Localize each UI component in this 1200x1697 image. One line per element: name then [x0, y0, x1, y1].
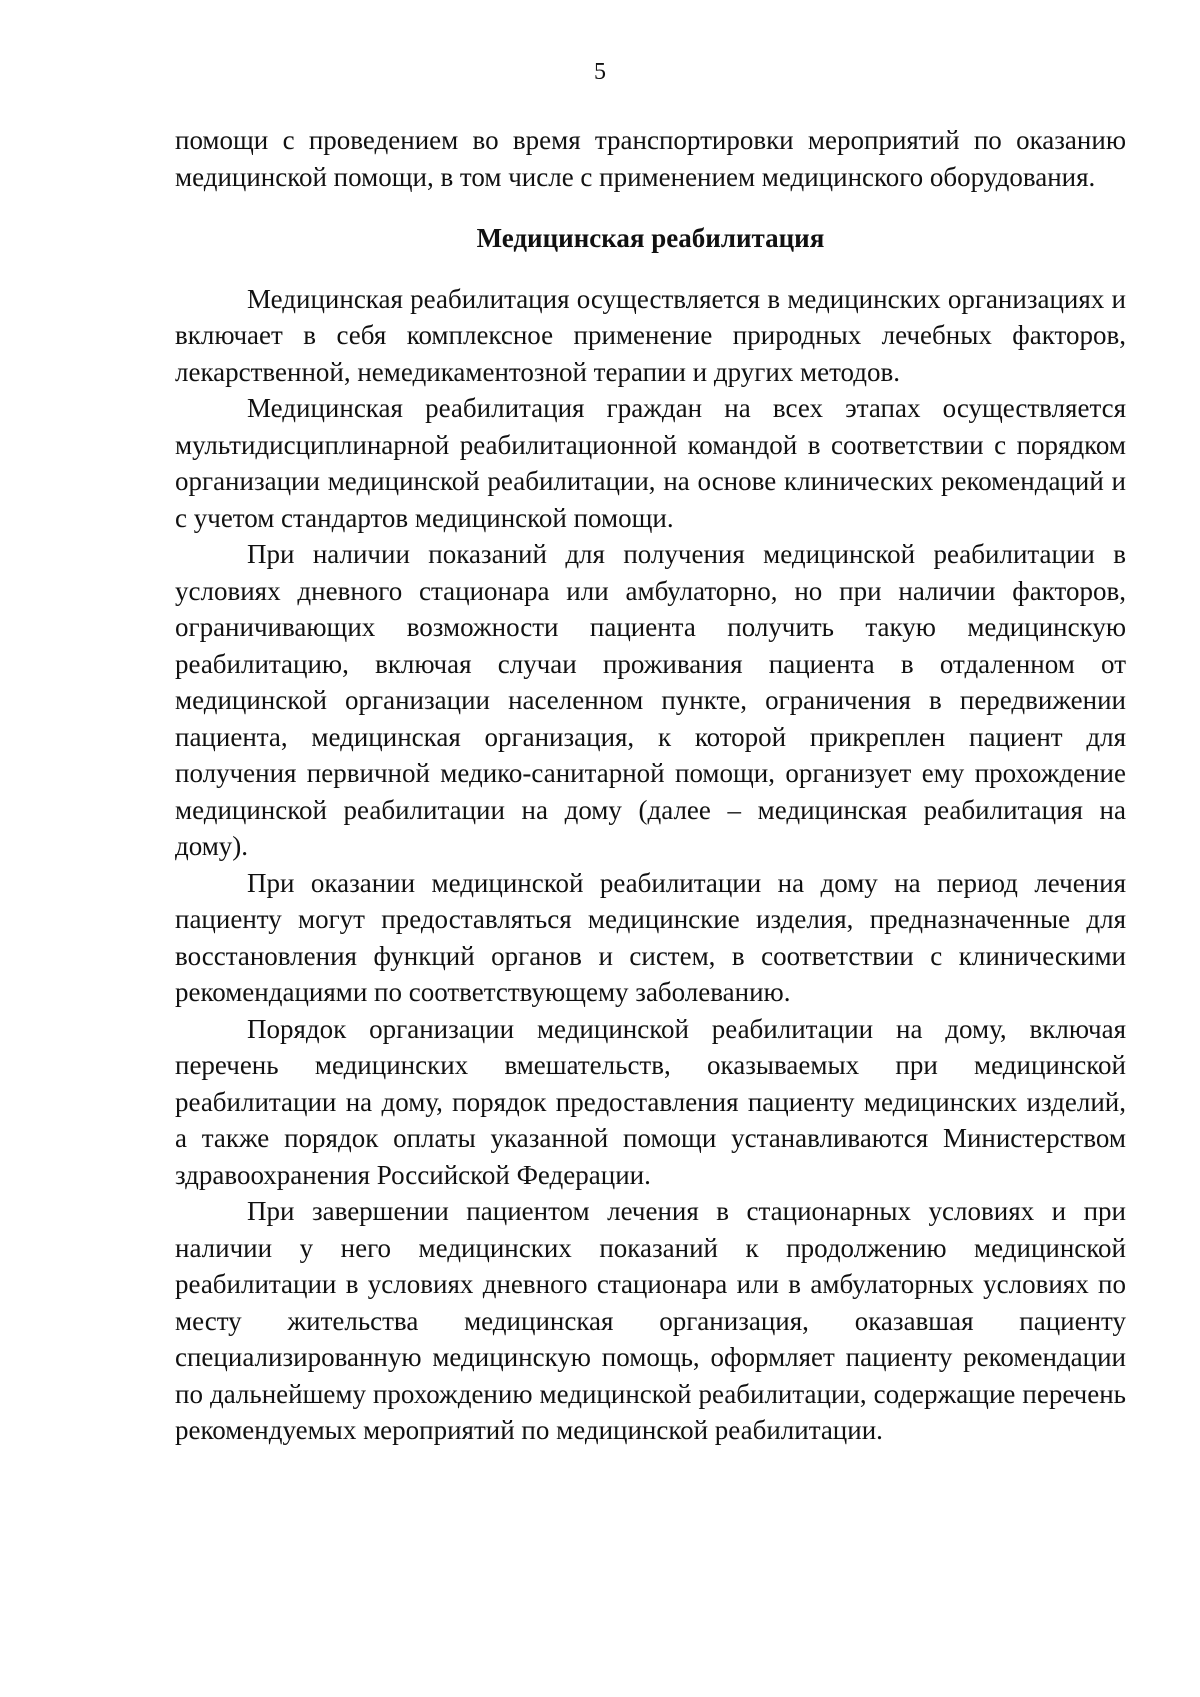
paragraph-3: При наличии показаний для получения медицинской реабилитации в условиях дневного стационара или амбулаторно, но при наличии факторов, ограничивающих возможности пациента получить такую медицинскую реабилитацию, включая случаи проживания пациента в отдаленном от медицинской организации населенном пункте, ограничения в передвижении пациента, медицинская организация, к которой прикреплен пациент для получения первичной медико-санитарной помощи, организует ему прохождение медицинской реабилитации на дому (далее – медицинская реабилитация на дому).	[175, 539, 1126, 861]
paragraph-6: При завершении пациентом лечения в стационарных условиях и при наличии у него медицинских показаний к продолжению медицинской реабилитации в условиях дневного стационара или в амбулаторных условиях по месту жительства медицинская организация, оказавшая пациенту специализированную медицинскую помощь, оформляет пациенту рекомендации по дальнейшему прохождению медицинской реабилитации, содержащие перечень рекомендуемых мероприятий по медицинской реабилитации.	[175, 1196, 1126, 1445]
paragraph-1: Медицинская реабилитация осуществляется в медицинских организациях и включает в себя комплексное применение природных лечебных факторов, лекарственной, немедикаментозной терапии и других методов.	[175, 283, 1126, 387]
section-title: Медицинская реабилитация	[476, 223, 825, 253]
intro-paragraph: помощи с проведением во время транспортировки мероприятий по оказанию медицинской помощи, в том числе с применением медицинского оборудования.	[175, 125, 1126, 192]
paragraph-5: Порядок организации медицинской реабилитации на дому, включая перечень медицинских вмешательств, оказываемых при медицинской реабилитации на дому, порядок предоставления пациенту медицинских изделий, а также порядок оплаты указанной помощи устанавливаются Министерством здравоохранения Российской Федерации.	[175, 1013, 1126, 1190]
paragraph-4: При оказании медицинской реабилитации на дому на период лечения пациенту могут предоставляться медицинские изделия, предназначенные для восстановления функций органов и систем, в соответствии с клиническими рекомендациями по соответствующему заболеванию.	[175, 867, 1126, 1007]
page-number: 5	[594, 59, 606, 85]
paragraph-2: Медицинская реабилитация граждан на всех этапах осуществляется мультидисциплинарной реабилитационной командой в соответствии с порядком организации медицинской реабилитации, на основе клинических рекомендаций и с учетом стандартов медицинской помощи.	[175, 393, 1126, 533]
document-body	[175, 122, 1126, 1449]
